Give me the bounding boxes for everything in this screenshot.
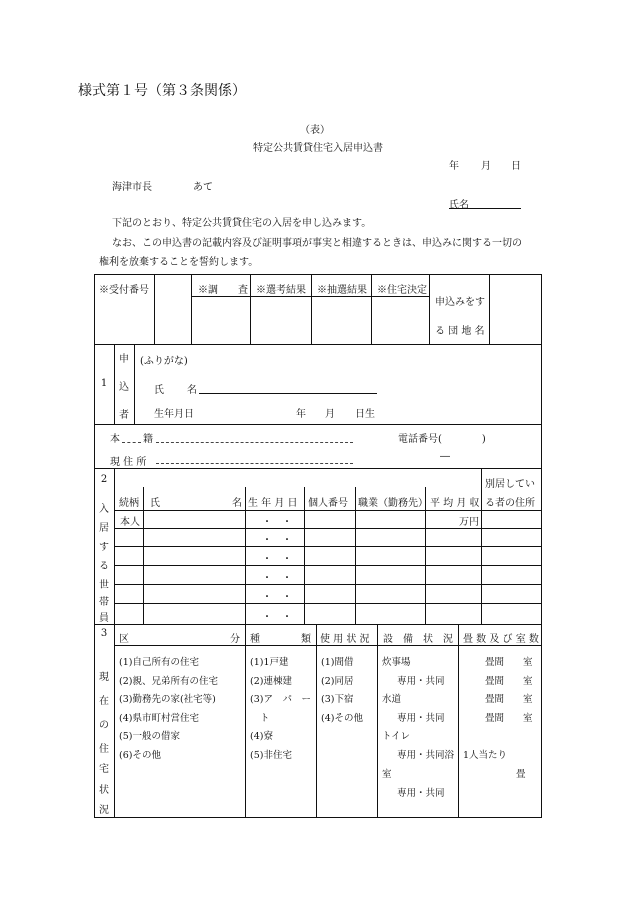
room-item-2: 畳間 室 <box>485 676 533 687</box>
col-kubun-b: 分 <box>230 634 240 645</box>
furigana-label: (ふりがな) <box>140 356 188 367</box>
per-person-label: 1人当たり <box>463 750 508 761</box>
col-usage: 使 用 状 況 <box>320 634 370 645</box>
housing-vertical-7: 況 <box>99 805 109 816</box>
receipt-number-label: ※受付番号 <box>99 285 149 296</box>
side-label: （表） <box>300 125 330 136</box>
col-job: 職業（勤務先） <box>358 498 428 509</box>
housing-vertical-3: の <box>99 720 109 731</box>
honseki-label-b: 籍 <box>143 434 153 445</box>
equipment-item-7: 室 <box>382 769 392 780</box>
date-day: 日 <box>511 161 521 172</box>
equipment-item-5: トイレ <box>382 731 411 742</box>
col-shurui-a: 種 <box>250 634 260 645</box>
col-id-number: 個人番号 <box>308 498 348 509</box>
usage-item-3: (3)下宿 <box>321 694 354 705</box>
applicant-name-label-b: 名 <box>187 385 197 396</box>
address-dash <box>156 463 353 464</box>
kubun-item-6: (6)その他 <box>119 750 161 761</box>
addressee: 海津市長 <box>112 182 152 193</box>
phone-dash: ― <box>440 451 450 462</box>
col-equipment: 設 備 状 況 <box>383 634 453 645</box>
col-name-a: 氏 <box>150 498 160 509</box>
section-3-number: 3 <box>100 628 108 639</box>
room-item-3: 畳間 室 <box>485 694 533 705</box>
col-kubun-a: 区 <box>119 634 129 645</box>
equipment-item-4: 専用・共同 <box>397 713 445 724</box>
relation-self: 本人 <box>120 517 140 528</box>
date-dots-4: ・ ・ <box>262 573 292 584</box>
room-item-1: 畳間 室 <box>485 657 533 668</box>
kubun-item-4: (4)県市町村営住宅 <box>119 713 199 724</box>
kubun-item-3: (3)勤務先の家(社宅等) <box>119 694 216 705</box>
room-item-4: 畳間 室 <box>485 713 533 724</box>
date-month: 月 <box>481 161 491 172</box>
complex-name-label-2: る 団 地 名 <box>435 326 485 337</box>
intro-line-1: 下記のとおり、特定公共賃貸住宅の入居を申し込みます。 <box>112 218 372 229</box>
lottery-result-label: ※抽選結果 <box>317 285 367 296</box>
form-number: 様式第１号（第３条関係） <box>78 83 246 99</box>
housing-vertical-6: 状 <box>99 785 109 796</box>
equipment-item-6: 専用・共同浴 <box>397 750 455 761</box>
kubun-item-5: (5)一般の借家 <box>119 731 180 742</box>
household-vertical-3: す <box>99 542 109 553</box>
usage-item-1: (1)間借 <box>321 657 354 668</box>
equipment-item-2: 専用・共同 <box>397 676 445 687</box>
shurui-item-4: ト <box>260 713 270 724</box>
applicant-vertical-1: 申 <box>119 354 129 365</box>
applicant-name-label-a: 氏 <box>154 385 164 396</box>
applicant-name-line <box>199 393 377 394</box>
date-dots-6: ・ ・ <box>262 612 292 623</box>
honseki-dash-a <box>122 442 141 443</box>
col-shurui-b: 類 <box>301 634 311 645</box>
addressee-suffix: あて <box>193 182 213 193</box>
phone-label: 電話番号( ) <box>398 434 486 445</box>
household-vertical-7: 員 <box>99 613 109 624</box>
birth-year-label: 年 <box>296 409 306 420</box>
col-birthdate: 生 年 月 日 <box>248 498 298 509</box>
income-unit: 万円 <box>459 517 479 528</box>
complex-name-label-1: 申込みをす <box>435 297 485 308</box>
col-separate-1: 別居してい <box>485 479 535 490</box>
page-title: 特定公共賃貸住宅入居申込書 <box>253 143 383 154</box>
shurui-item-6: (5)非住宅 <box>250 750 292 761</box>
date-dots-3: ・ ・ <box>262 554 292 565</box>
household-vertical-6: 帯 <box>99 597 109 608</box>
kubun-item-1: (1)自己所有の住宅 <box>119 657 199 668</box>
household-vertical-2: 居 <box>99 523 109 534</box>
housing-vertical-2: 在 <box>99 696 109 707</box>
birth-month-label: 月 <box>325 409 335 420</box>
kubun-item-2: (2)親、兄弟所有の住宅 <box>119 676 218 687</box>
col-rooms: 畳 数 及 び 室 数 <box>463 634 539 645</box>
housing-vertical-1: 現 <box>99 672 109 683</box>
section-1-number: 1 <box>100 378 108 389</box>
honseki-dash-b <box>156 442 353 443</box>
applicant-vertical-2: 込 <box>119 382 129 393</box>
usage-item-4: (4)その他 <box>321 713 363 724</box>
honseki-label-a: 本 <box>110 434 120 445</box>
address-label: 現 住 所 <box>110 457 147 468</box>
shurui-item-3: (3)ア パ ー <box>250 694 311 705</box>
intro-line-2: なお、この申込書の記載内容及び証明事項が事実と相違するときは、申込みに関する一切の <box>112 238 522 249</box>
equipment-item-1: 炊事場 <box>382 657 411 668</box>
household-vertical-4: る <box>99 561 109 572</box>
selection-result-label: ※選考結果 <box>256 285 306 296</box>
date-dots-2: ・ ・ <box>262 535 292 546</box>
housing-decision-label: ※住宅決定 <box>377 285 427 296</box>
col-separate-2: る者の住所 <box>485 498 535 509</box>
equipment-item-8: 専用・共同 <box>397 788 445 799</box>
equipment-item-3: 水道 <box>382 694 402 705</box>
col-income: 平 均 月 収 <box>430 498 480 509</box>
applicant-vertical-3: 者 <box>119 410 129 421</box>
shurui-item-2: (2)連棟建 <box>250 676 292 687</box>
signer-name-line <box>449 208 521 209</box>
housing-vertical-5: 宅 <box>99 764 109 775</box>
date-year: 年 <box>449 161 459 172</box>
shurui-item-1: (1)1戸建 <box>250 657 289 668</box>
col-relation: 続柄 <box>119 498 139 509</box>
usage-item-2: (2)同居 <box>321 676 354 687</box>
col-name-b: 名 <box>232 498 242 509</box>
section-2-number: 2 <box>100 474 108 485</box>
intro-line-3: 権利を放棄することを誓約します。 <box>99 257 259 268</box>
housing-vertical-4: 住 <box>99 744 109 755</box>
birth-day-label: 日生 <box>355 409 375 420</box>
household-vertical-1: 入 <box>99 504 109 515</box>
survey-label: ※調 査 <box>198 285 248 296</box>
signer-name-label: 氏名 <box>449 200 469 211</box>
birthdate-label: 生年月日 <box>154 409 194 420</box>
shurui-item-5: (4)寮 <box>250 731 273 742</box>
household-vertical-5: 世 <box>99 580 109 591</box>
date-dots-5: ・ ・ <box>262 592 292 603</box>
date-dots-1: ・ ・ <box>262 517 292 528</box>
per-person-unit: 畳 <box>516 769 526 780</box>
